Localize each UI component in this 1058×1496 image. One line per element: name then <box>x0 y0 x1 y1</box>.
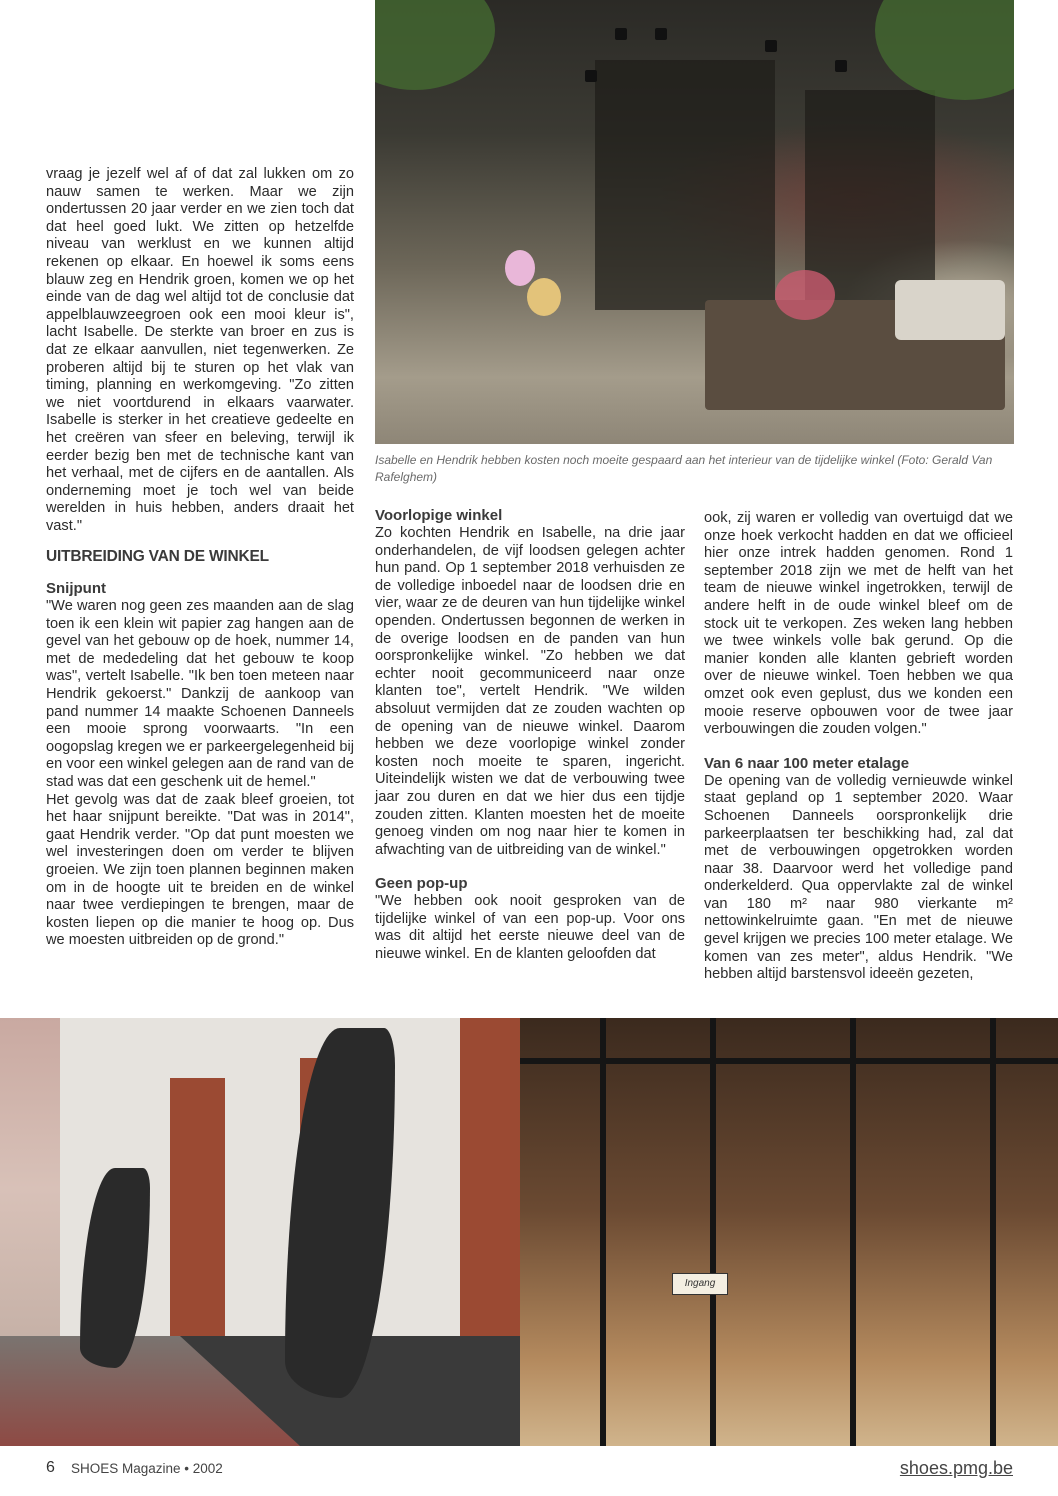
body-paragraph: De opening van de volledig vernieuwde winkel staat gepland op 1 september 2020. Waar Schoenen Danneels oorspronkelijk drie parkeerplaatsen ter beschikking had, zal dat met de verbouwingen opgetrokken worden naar 38. Daarvoor werd het volledige pand onderkelderd. Qua oppervlakte zal de winkel van 180 m² naar 980 vierkante m² nettowinkelruimte gaan. "En met de nieuwe gevel krijgen we precies 100 meter etalage. We komen van zes meter", aldus Hendrik. "We hebben altijd barstensvol ideeën gezeten, <box>704 772 1013 983</box>
body-paragraph: Zo kochten Hendrik en Isabelle, na drie jaar onderhandelen, de vijf loodsen gelegen achter hun pand. Op 1 september 2018 verhuisden ze de volledige inboedel naar de loodsen drie en vier, waar ze de deuren van hun tijdelijke winkel openden. Ondertussen begonnen de werken in de overige loodsen en de panden van hun oorspronkelijke winkel. "Zo hebben we dat echter nooit gecommuniceerd naar onze klanten toe", vertelt Hendrik. "We wilden absoluut vermijden dat ze zouden wachten op de opening van de nieuwe winkel. Daarom hebben we deze voorlopige winkel zonder kosten noch moeite te sparen, ingericht. Uiteindelijk wisten we dat de verbouwing twee jaar zou duren en dat we hier dus een tijdje zouden zitten. Klanten moesten het de moeite genoeg vinden om nog naar hier te komen in afwachting van de uitbreiding van de winkel." <box>375 525 685 858</box>
column-3 <box>704 510 1013 984</box>
spotlight <box>615 28 627 40</box>
store-interior-photo <box>375 0 1014 444</box>
body-paragraph: "We hebben ook nooit gesproken van de tijdelijke winkel of van een pop-up. Voor ons was dit altijd het eerste nieuwe deel van de nieuwe winkel. En de klanten geloofden dat <box>375 893 685 963</box>
spotlight <box>765 40 777 52</box>
body-paragraph: "We waren nog geen zes maanden aan de slag toen ik een klein wit papier zag hangen aan de gevel van het gebouw op de hoek, nummer 14, met de mededeling dat het gebouw te koop was", vertelt Isabelle. "Ik ben toen meteen naar Hendrik gekoerst." Dankzij de aankoop van pand nummer 14 maakte Schoenen Danneels een mooie sprong voorwaarts. "In een oogopslag kregen we er parkeergelegenheid bij en voor een winkel gelegen aan de rand van de stad was dat een geschenk uit de hemel." <box>46 598 354 790</box>
window-frame <box>600 1018 606 1446</box>
page-number: 6 <box>46 1459 55 1476</box>
column-2 <box>375 507 685 964</box>
entrance-sign: Ingang <box>672 1273 728 1295</box>
subheading: Snijpunt <box>46 580 106 597</box>
body-paragraph: vraag je jezelf wel af of dat zal lukken om zo nauw samen te werken. Maar we zijn ondertussen 20 jaar verder en we zien toch dat dat heel goed lukt. We zitten op hetzelfde niveau van werklust en we kunnen altijd rekenen op elkaar. En hoewel ik soms eens blauw zeg en Hendrik groen, komen we op het einde van de dag wel altijd tot de conclusie dat appelblauwzeegroen ook een mooi kleur is", lacht Isabelle. De sterkte van broer en zus is dat ze elkaar aanvullen, niet tegenwerken. Ze proberen altijd bij te sturen op het vlak van timing, planning en werkomgeving. "Zo zitten we niet voortdurend in elkaars vaarwater. Isabelle is sterker in het creatieve gedeelte en het creëren van sfeer en beleving, terwijl ik eerder bezig ben met de technische kant van het verhaal, met de cijfers en de aantallen. Als onderneming moet je toch wel van beide werelden in huis hebben, anders draait het vast." <box>46 166 354 534</box>
subheading: Voorlopige winkel <box>375 507 503 524</box>
hanging-plant <box>875 0 1014 100</box>
subheading: Van 6 naar 100 meter etalage <box>704 754 910 772</box>
sofa-cushion <box>895 280 1005 340</box>
balloon <box>527 278 561 316</box>
window-frame <box>710 1018 716 1446</box>
body-paragraph: Het gevolg was dat de zaak bleef groeien, tot het haar snijpunt bereikte. "Dat was in 2014", gaat Hendrik verder. "Op dat punt moesten we wel investeringen doen om verder te blijven groeien. We zijn toen plannen beginnen maken om in de hoogte uit te breiden en de winkel naar twee verdiepingen te brengen, maar de kosten liepen op die manier te hoog op. Dus we moesten uitbreiden op de grond." <box>46 791 354 949</box>
body-paragraph: ook, zij waren er volledig van overtuigd dat we onze hoek verkocht hadden en dat we officieel hier onze intrek hadden genomen. Rond 1 september 2018 zijn we met de helft van het team de nieuwe winkel ingetrokken, terwijl de andere helft in de oude winkel bleef om de stock uit te verkopen. Zes weken lang hebben we twee winkels volle bak gerund. Op die manier konden alle klanten gebrieft worden over de nieuwe winkel. Toen hebben we qua omzet ook even geplust, dus we konden een mooie reserve opbouwen voor de twee jaar verbouwingen die zouden volgen." <box>704 510 1013 738</box>
column-1-bottom <box>46 548 354 950</box>
spotlight <box>585 70 597 82</box>
section-heading: UITBREIDING VAN DE WINKEL <box>46 548 269 565</box>
storefront-photo <box>0 1018 1058 1446</box>
spotlight <box>655 28 667 40</box>
spotlight <box>835 60 847 72</box>
magazine-name: SHOES Magazine • 2002 <box>71 1461 223 1476</box>
flower-bouquet <box>775 270 835 320</box>
window-frame <box>990 1018 996 1446</box>
balloon <box>505 250 535 286</box>
hanging-plant <box>375 0 495 90</box>
column-1-top <box>46 166 354 535</box>
website-link[interactable]: shoes.pmg.be <box>899 1458 1013 1478</box>
window-frame <box>850 1018 856 1446</box>
photo-caption: Isabelle en Hendrik hebben kosten noch moeite gespaard aan het interieur van de tijdelijke winkel (Foto: Gerald Van Rafelghem) <box>375 453 993 484</box>
shelving-unit <box>805 90 935 300</box>
shelving-unit <box>595 60 775 310</box>
subheading: Geen pop-up <box>375 875 468 893</box>
